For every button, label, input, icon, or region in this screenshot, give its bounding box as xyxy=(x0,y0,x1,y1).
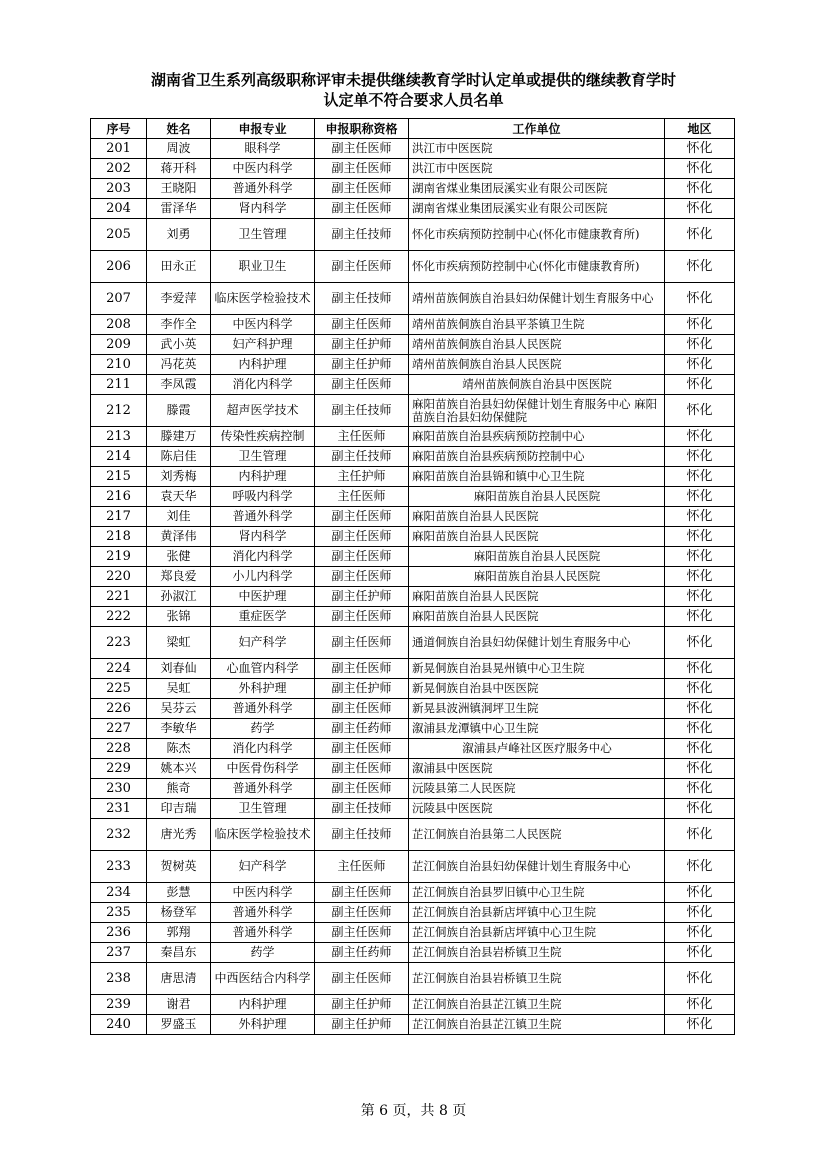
region-cell: 怀化 xyxy=(665,395,735,427)
title-level-cell: 副主任医师 xyxy=(315,547,409,567)
header-title: 申报职称资格 xyxy=(315,119,409,139)
table-row xyxy=(91,219,735,251)
specialty-cell: 中医内科学 xyxy=(211,883,315,903)
table-row xyxy=(91,883,735,903)
title-level-cell: 副主任护师 xyxy=(315,995,409,1015)
work-unit-cell: 麻阳苗族自治县人民医院 xyxy=(409,607,665,627)
region-cell: 怀化 xyxy=(665,315,735,335)
person-name-cell: 梁虹 xyxy=(147,627,211,659)
title-level-cell: 主任医师 xyxy=(315,487,409,507)
region-cell: 怀化 xyxy=(665,179,735,199)
work-unit-cell: 芷江侗族自治县芷江镇卫生院 xyxy=(409,995,665,1015)
row-number-cell: 221 xyxy=(91,587,147,607)
person-name-cell: 李作全 xyxy=(147,315,211,335)
row-number-cell: 234 xyxy=(91,883,147,903)
table-row xyxy=(91,315,735,335)
work-unit-cell: 芷江侗族自治县新店坪镇中心卫生院 xyxy=(409,903,665,923)
title-level-cell: 副主任护师 xyxy=(315,335,409,355)
specialty-cell: 重症医学 xyxy=(211,607,315,627)
work-unit-cell: 新晃县波洲镇洞坪卫生院 xyxy=(409,699,665,719)
specialty-cell: 中西医结合内科学 xyxy=(211,963,315,995)
table-row xyxy=(91,139,735,159)
region-cell: 怀化 xyxy=(665,375,735,395)
title-level-cell: 副主任医师 xyxy=(315,179,409,199)
title-level-cell: 副主任医师 xyxy=(315,759,409,779)
work-unit-cell: 麻阳苗族自治县人民医院 xyxy=(409,487,665,507)
person-name-cell: 吴芬云 xyxy=(147,699,211,719)
region-cell: 怀化 xyxy=(665,627,735,659)
title-level-cell: 副主任医师 xyxy=(315,199,409,219)
table-row xyxy=(91,963,735,995)
specialty-cell: 卫生管理 xyxy=(211,219,315,251)
work-unit-cell: 靖州苗族侗族自治县妇幼保健计划生育服务中心 xyxy=(409,283,665,315)
row-number-cell: 205 xyxy=(91,219,147,251)
region-cell: 怀化 xyxy=(665,943,735,963)
person-name-cell: 陈启佳 xyxy=(147,447,211,467)
work-unit-cell: 洪江市中医医院 xyxy=(409,159,665,179)
header-name: 姓名 xyxy=(147,119,211,139)
row-number-cell: 224 xyxy=(91,659,147,679)
table-row xyxy=(91,943,735,963)
row-number-cell: 213 xyxy=(91,427,147,447)
person-name-cell: 雷泽华 xyxy=(147,199,211,219)
person-name-cell: 周波 xyxy=(147,139,211,159)
row-number-cell: 235 xyxy=(91,903,147,923)
region-cell: 怀化 xyxy=(665,251,735,283)
row-number-cell: 228 xyxy=(91,739,147,759)
person-name-cell: 吴虹 xyxy=(147,679,211,699)
specialty-cell: 外科护理 xyxy=(211,1015,315,1035)
table-row xyxy=(91,779,735,799)
table-row xyxy=(91,799,735,819)
header-major: 申报专业 xyxy=(211,119,315,139)
work-unit-cell: 麻阳苗族自治县人民医院 xyxy=(409,587,665,607)
title-level-cell: 副主任医师 xyxy=(315,251,409,283)
region-cell: 怀化 xyxy=(665,507,735,527)
region-cell: 怀化 xyxy=(665,923,735,943)
region-cell: 怀化 xyxy=(665,963,735,995)
region-cell: 怀化 xyxy=(665,819,735,851)
region-cell: 怀化 xyxy=(665,547,735,567)
person-name-cell: 秦昌东 xyxy=(147,943,211,963)
region-cell: 怀化 xyxy=(665,759,735,779)
title-level-cell: 副主任护师 xyxy=(315,1015,409,1035)
row-number-cell: 203 xyxy=(91,179,147,199)
row-number-cell: 209 xyxy=(91,335,147,355)
row-number-cell: 214 xyxy=(91,447,147,467)
specialty-cell: 肾内科学 xyxy=(211,199,315,219)
table-row xyxy=(91,587,735,607)
title-level-cell: 副主任技师 xyxy=(315,447,409,467)
personnel-table xyxy=(90,118,735,1035)
person-name-cell: 刘佳 xyxy=(147,507,211,527)
work-unit-cell: 芷江侗族自治县芷江镇卫生院 xyxy=(409,1015,665,1035)
region-cell: 怀化 xyxy=(665,607,735,627)
person-name-cell: 滕霞 xyxy=(147,395,211,427)
table-row xyxy=(91,395,735,427)
table-row xyxy=(91,739,735,759)
region-cell: 怀化 xyxy=(665,739,735,759)
row-number-cell: 206 xyxy=(91,251,147,283)
row-number-cell: 219 xyxy=(91,547,147,567)
person-name-cell: 熊奇 xyxy=(147,779,211,799)
person-name-cell: 黄泽伟 xyxy=(147,527,211,547)
row-number-cell: 225 xyxy=(91,679,147,699)
row-number-cell: 231 xyxy=(91,799,147,819)
work-unit-cell: 沅陵县第二人民医院 xyxy=(409,779,665,799)
title-level-cell: 副主任药师 xyxy=(315,719,409,739)
region-cell: 怀化 xyxy=(665,159,735,179)
specialty-cell: 中医内科学 xyxy=(211,315,315,335)
specialty-cell: 普通外科学 xyxy=(211,923,315,943)
row-number-cell: 239 xyxy=(91,995,147,1015)
specialty-cell: 妇产科学 xyxy=(211,851,315,883)
person-name-cell: 李敏华 xyxy=(147,719,211,739)
specialty-cell: 妇产科学 xyxy=(211,627,315,659)
work-unit-cell: 沅陵县中医医院 xyxy=(409,799,665,819)
work-unit-cell: 靖州苗族侗族自治县中医医院 xyxy=(409,375,665,395)
row-number-cell: 223 xyxy=(91,627,147,659)
table-row xyxy=(91,923,735,943)
work-unit-cell: 麻阳苗族自治县疾病预防控制中心 xyxy=(409,447,665,467)
work-unit-cell: 怀化市疾病预防控制中心(怀化市健康教育所) xyxy=(409,251,665,283)
person-name-cell: 彭慧 xyxy=(147,883,211,903)
title-level-cell: 副主任技师 xyxy=(315,219,409,251)
region-cell: 怀化 xyxy=(665,1015,735,1035)
work-unit-cell: 芷江侗族自治县妇幼保健计划生育服务中心 xyxy=(409,851,665,883)
specialty-cell: 职业卫生 xyxy=(211,251,315,283)
table-row xyxy=(91,659,735,679)
person-name-cell: 武小英 xyxy=(147,335,211,355)
specialty-cell: 呼吸内科学 xyxy=(211,487,315,507)
region-cell: 怀化 xyxy=(665,355,735,375)
page-footer: 第 6 页，共 8 页 xyxy=(360,1103,467,1119)
work-unit-cell: 通道侗族自治县妇幼保健计划生育服务中心 xyxy=(409,627,665,659)
work-unit-cell: 芷江侗族自治县岩桥镇卫生院 xyxy=(409,963,665,995)
table-row xyxy=(91,759,735,779)
row-number-cell: 218 xyxy=(91,527,147,547)
region-cell: 怀化 xyxy=(665,587,735,607)
table-row xyxy=(91,527,735,547)
person-name-cell: 张健 xyxy=(147,547,211,567)
region-cell: 怀化 xyxy=(665,995,735,1015)
title-level-cell: 副主任医师 xyxy=(315,739,409,759)
header-no: 序号 xyxy=(91,119,147,139)
person-name-cell: 谢君 xyxy=(147,995,211,1015)
table-row xyxy=(91,607,735,627)
row-number-cell: 226 xyxy=(91,699,147,719)
work-unit-cell: 麻阳苗族自治县妇幼保健计划生育服务中心 麻阳苗族自治县妇幼保健院 xyxy=(409,395,665,427)
header-region: 地区 xyxy=(665,119,735,139)
specialty-cell: 普通外科学 xyxy=(211,179,315,199)
person-name-cell: 蒋开科 xyxy=(147,159,211,179)
table-row xyxy=(91,699,735,719)
work-unit-cell: 芷江侗族自治县岩桥镇卫生院 xyxy=(409,943,665,963)
row-number-cell: 238 xyxy=(91,963,147,995)
title-level-cell: 副主任技师 xyxy=(315,819,409,851)
row-number-cell: 211 xyxy=(91,375,147,395)
title-level-cell: 副主任医师 xyxy=(315,627,409,659)
person-name-cell: 杨登军 xyxy=(147,903,211,923)
work-unit-cell: 麻阳苗族自治县人民医院 xyxy=(409,507,665,527)
specialty-cell: 内科护理 xyxy=(211,995,315,1015)
person-name-cell: 郑良爱 xyxy=(147,567,211,587)
specialty-cell: 中医内科学 xyxy=(211,159,315,179)
person-name-cell: 罗盛玉 xyxy=(147,1015,211,1035)
title-level-cell: 副主任医师 xyxy=(315,903,409,923)
table-row xyxy=(91,627,735,659)
row-number-cell: 215 xyxy=(91,467,147,487)
row-number-cell: 230 xyxy=(91,779,147,799)
work-unit-cell: 麻阳苗族自治县人民医院 xyxy=(409,527,665,547)
specialty-cell: 传染性疾病控制 xyxy=(211,427,315,447)
specialty-cell: 普通外科学 xyxy=(211,699,315,719)
table-row xyxy=(91,375,735,395)
region-cell: 怀化 xyxy=(665,659,735,679)
title-level-cell: 副主任医师 xyxy=(315,159,409,179)
specialty-cell: 肾内科学 xyxy=(211,527,315,547)
title-level-cell: 副主任医师 xyxy=(315,607,409,627)
region-cell: 怀化 xyxy=(665,883,735,903)
specialty-cell: 消化内科学 xyxy=(211,739,315,759)
region-cell: 怀化 xyxy=(665,699,735,719)
title-level-cell: 副主任护师 xyxy=(315,355,409,375)
region-cell: 怀化 xyxy=(665,199,735,219)
table-row xyxy=(91,355,735,375)
region-cell: 怀化 xyxy=(665,719,735,739)
specialty-cell: 心血管内科学 xyxy=(211,659,315,679)
row-number-cell: 216 xyxy=(91,487,147,507)
row-number-cell: 232 xyxy=(91,819,147,851)
table-row xyxy=(91,447,735,467)
specialty-cell: 药学 xyxy=(211,943,315,963)
title-level-cell: 主任护师 xyxy=(315,467,409,487)
person-name-cell: 孙淑江 xyxy=(147,587,211,607)
region-cell: 怀化 xyxy=(665,903,735,923)
title-level-cell: 副主任医师 xyxy=(315,567,409,587)
work-unit-cell: 溆浦县中医医院 xyxy=(409,759,665,779)
table-header-row xyxy=(91,119,735,139)
region-cell: 怀化 xyxy=(665,219,735,251)
person-name-cell: 张锦 xyxy=(147,607,211,627)
work-unit-cell: 新晃侗族自治县中医医院 xyxy=(409,679,665,699)
row-number-cell: 212 xyxy=(91,395,147,427)
header-unit: 工作单位 xyxy=(409,119,665,139)
row-number-cell: 233 xyxy=(91,851,147,883)
document-title-line-2: 认定单不符合要求人员名单 xyxy=(323,91,504,109)
title-level-cell: 副主任医师 xyxy=(315,139,409,159)
person-name-cell: 郭翔 xyxy=(147,923,211,943)
work-unit-cell: 靖州苗族侗族自治县平茶镇卫生院 xyxy=(409,315,665,335)
title-level-cell: 副主任技师 xyxy=(315,283,409,315)
specialty-cell: 临床医学检验技术 xyxy=(211,819,315,851)
table-row xyxy=(91,851,735,883)
work-unit-cell: 湖南省煤业集团辰溪实业有限公司医院 xyxy=(409,199,665,219)
title-level-cell: 副主任医师 xyxy=(315,527,409,547)
row-number-cell: 237 xyxy=(91,943,147,963)
person-name-cell: 李凤霞 xyxy=(147,375,211,395)
specialty-cell: 中医护理 xyxy=(211,587,315,607)
table-row xyxy=(91,467,735,487)
work-unit-cell: 芷江侗族自治县第二人民医院 xyxy=(409,819,665,851)
row-number-cell: 207 xyxy=(91,283,147,315)
work-unit-cell: 怀化市疾病预防控制中心(怀化市健康教育所) xyxy=(409,219,665,251)
title-level-cell: 副主任医师 xyxy=(315,779,409,799)
title-level-cell: 副主任医师 xyxy=(315,375,409,395)
table-row xyxy=(91,567,735,587)
specialty-cell: 普通外科学 xyxy=(211,779,315,799)
work-unit-cell: 湖南省煤业集团辰溪实业有限公司医院 xyxy=(409,179,665,199)
person-name-cell: 姚本兴 xyxy=(147,759,211,779)
row-number-cell: 201 xyxy=(91,139,147,159)
region-cell: 怀化 xyxy=(665,487,735,507)
specialty-cell: 消化内科学 xyxy=(211,547,315,567)
person-name-cell: 王晓阳 xyxy=(147,179,211,199)
work-unit-cell: 麻阳苗族自治县人民医院 xyxy=(409,547,665,567)
specialty-cell: 药学 xyxy=(211,719,315,739)
work-unit-cell: 芷江侗族自治县新店坪镇中心卫生院 xyxy=(409,923,665,943)
work-unit-cell: 麻阳苗族自治县疾病预防控制中心 xyxy=(409,427,665,447)
person-name-cell: 唐光秀 xyxy=(147,819,211,851)
row-number-cell: 229 xyxy=(91,759,147,779)
person-name-cell: 刘春仙 xyxy=(147,659,211,679)
table-row xyxy=(91,547,735,567)
table-row xyxy=(91,283,735,315)
person-name-cell: 贺树英 xyxy=(147,851,211,883)
table-row xyxy=(91,159,735,179)
region-cell: 怀化 xyxy=(665,679,735,699)
work-unit-cell: 靖州苗族侗族自治县人民医院 xyxy=(409,355,665,375)
row-number-cell: 202 xyxy=(91,159,147,179)
title-level-cell: 副主任医师 xyxy=(315,659,409,679)
title-level-cell: 主任医师 xyxy=(315,851,409,883)
row-number-cell: 236 xyxy=(91,923,147,943)
region-cell: 怀化 xyxy=(665,567,735,587)
table-row xyxy=(91,719,735,739)
region-cell: 怀化 xyxy=(665,799,735,819)
row-number-cell: 204 xyxy=(91,199,147,219)
person-name-cell: 滕建万 xyxy=(147,427,211,447)
table-row xyxy=(91,679,735,699)
row-number-cell: 208 xyxy=(91,315,147,335)
table-row xyxy=(91,507,735,527)
specialty-cell: 内科护理 xyxy=(211,355,315,375)
region-cell: 怀化 xyxy=(665,779,735,799)
title-level-cell: 副主任医师 xyxy=(315,883,409,903)
specialty-cell: 卫生管理 xyxy=(211,447,315,467)
work-unit-cell: 靖州苗族侗族自治县人民医院 xyxy=(409,335,665,355)
region-cell: 怀化 xyxy=(665,335,735,355)
specialty-cell: 普通外科学 xyxy=(211,507,315,527)
work-unit-cell: 洪江市中医医院 xyxy=(409,139,665,159)
specialty-cell: 卫生管理 xyxy=(211,799,315,819)
title-level-cell: 副主任技师 xyxy=(315,395,409,427)
row-number-cell: 240 xyxy=(91,1015,147,1035)
person-name-cell: 冯花英 xyxy=(147,355,211,375)
person-name-cell: 李爱萍 xyxy=(147,283,211,315)
title-level-cell: 副主任医师 xyxy=(315,963,409,995)
work-unit-cell: 新晃侗族自治县晃州镇中心卫生院 xyxy=(409,659,665,679)
specialty-cell: 内科护理 xyxy=(211,467,315,487)
title-level-cell: 副主任技师 xyxy=(315,799,409,819)
specialty-cell: 普通外科学 xyxy=(211,903,315,923)
region-cell: 怀化 xyxy=(665,139,735,159)
row-number-cell: 222 xyxy=(91,607,147,627)
person-name-cell: 刘勇 xyxy=(147,219,211,251)
person-name-cell: 陈杰 xyxy=(147,739,211,759)
specialty-cell: 临床医学检验技术 xyxy=(211,283,315,315)
specialty-cell: 眼科学 xyxy=(211,139,315,159)
person-name-cell: 袁天华 xyxy=(147,487,211,507)
specialty-cell: 中医骨伤科学 xyxy=(211,759,315,779)
table-row xyxy=(91,995,735,1015)
region-cell: 怀化 xyxy=(665,447,735,467)
table-row xyxy=(91,903,735,923)
region-cell: 怀化 xyxy=(665,851,735,883)
title-level-cell: 副主任护师 xyxy=(315,587,409,607)
specialty-cell: 超声医学技术 xyxy=(211,395,315,427)
title-level-cell: 主任医师 xyxy=(315,427,409,447)
document-title-line-1: 湖南省卫生系列高级职称评审未提供继续教育学时认定单或提供的继续教育学时 xyxy=(150,71,676,89)
region-cell: 怀化 xyxy=(665,283,735,315)
specialty-cell: 外科护理 xyxy=(211,679,315,699)
title-level-cell: 副主任护师 xyxy=(315,679,409,699)
title-level-cell: 副主任医师 xyxy=(315,315,409,335)
title-level-cell: 副主任医师 xyxy=(315,699,409,719)
work-unit-cell: 麻阳苗族自治县锦和镇中心卫生院 xyxy=(409,467,665,487)
work-unit-cell: 溆浦县龙潭镇中心卫生院 xyxy=(409,719,665,739)
person-name-cell: 田永正 xyxy=(147,251,211,283)
region-cell: 怀化 xyxy=(665,427,735,447)
table-row xyxy=(91,1015,735,1035)
specialty-cell: 妇产科护理 xyxy=(211,335,315,355)
title-level-cell: 副主任药师 xyxy=(315,943,409,963)
person-name-cell: 印吉瑞 xyxy=(147,799,211,819)
table-row xyxy=(91,179,735,199)
row-number-cell: 217 xyxy=(91,507,147,527)
row-number-cell: 210 xyxy=(91,355,147,375)
table-row xyxy=(91,819,735,851)
work-unit-cell: 麻阳苗族自治县人民医院 xyxy=(409,567,665,587)
table-row xyxy=(91,251,735,283)
table-row xyxy=(91,427,735,447)
region-cell: 怀化 xyxy=(665,527,735,547)
person-name-cell: 刘秀梅 xyxy=(147,467,211,487)
table-row xyxy=(91,199,735,219)
title-level-cell: 副主任医师 xyxy=(315,507,409,527)
row-number-cell: 220 xyxy=(91,567,147,587)
table-row xyxy=(91,335,735,355)
person-name-cell: 唐思清 xyxy=(147,963,211,995)
specialty-cell: 小儿内科学 xyxy=(211,567,315,587)
table-row xyxy=(91,487,735,507)
work-unit-cell: 溆浦县卢峰社区医疗服务中心 xyxy=(409,739,665,759)
row-number-cell: 227 xyxy=(91,719,147,739)
specialty-cell: 消化内科学 xyxy=(211,375,315,395)
region-cell: 怀化 xyxy=(665,467,735,487)
title-level-cell: 副主任医师 xyxy=(315,923,409,943)
work-unit-cell: 芷江侗族自治县罗旧镇中心卫生院 xyxy=(409,883,665,903)
